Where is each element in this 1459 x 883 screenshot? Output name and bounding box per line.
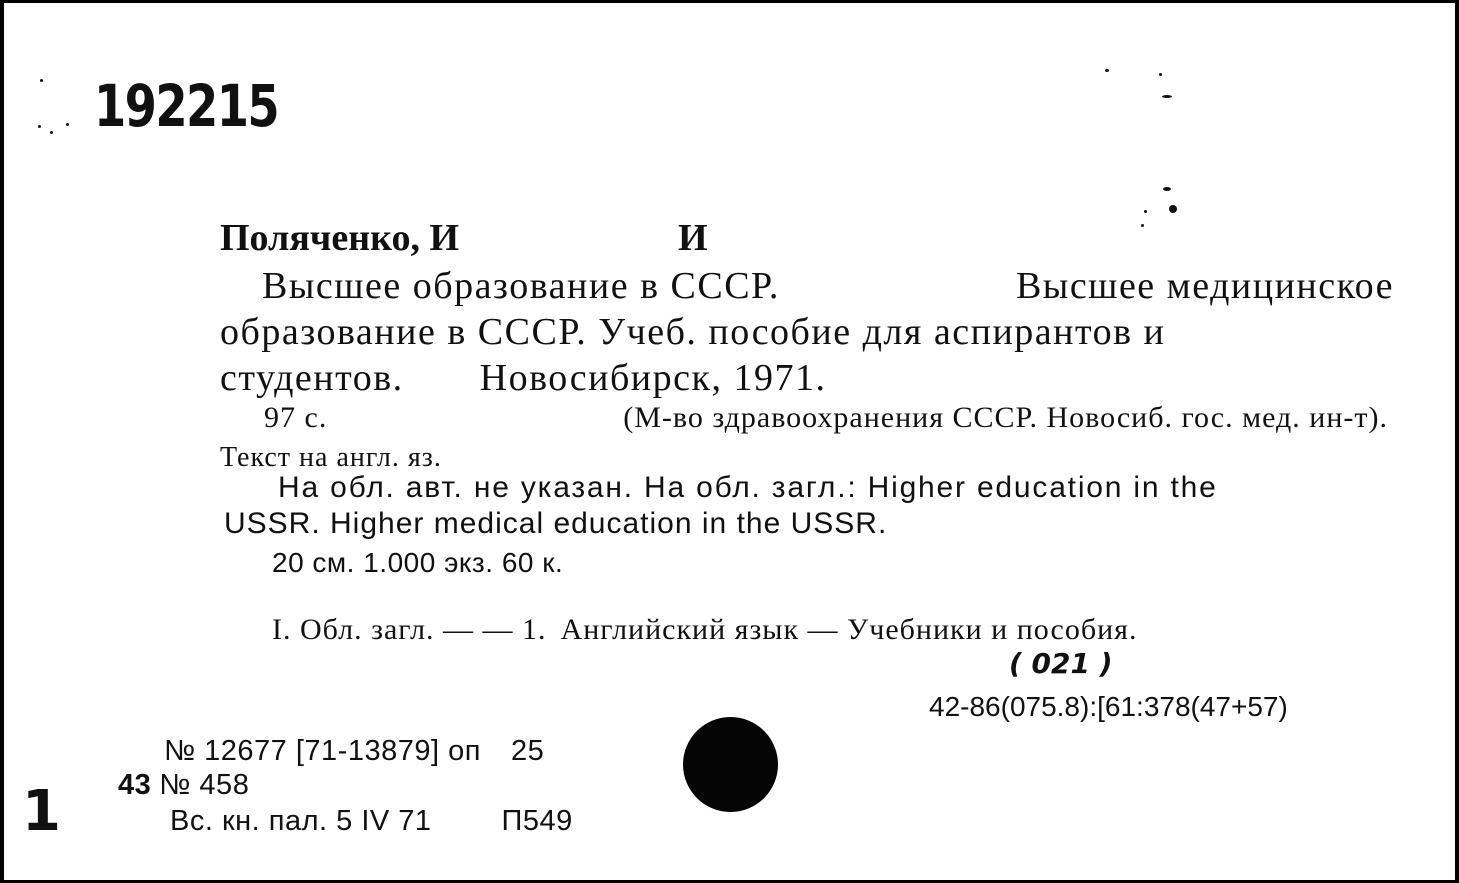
note-line-1: На обл. авт. не указан. На обл. загл.: Higher education in the bbox=[278, 471, 1218, 504]
handwritten-code: ( 021 ) bbox=[1009, 647, 1113, 680]
title-segment: студентов. bbox=[220, 357, 404, 399]
subject-left: I. Обл. загл. — — 1. bbox=[272, 613, 547, 646]
title-segment: Высшее образование в СССР. bbox=[262, 265, 780, 307]
title-segment: Новосибирск, 1971. bbox=[479, 357, 827, 399]
registry-line-3 bbox=[170, 807, 573, 836]
speck bbox=[38, 125, 41, 128]
speck bbox=[50, 131, 53, 134]
registry-number: № 12677 [71-13879] оп bbox=[164, 735, 481, 767]
title-line-3 bbox=[220, 359, 826, 397]
subject-right: Английский язык — Учебники и пособия. bbox=[560, 613, 1138, 646]
speck bbox=[1162, 95, 1172, 98]
registry-entry: № 458 bbox=[159, 769, 250, 801]
title-segment: Высшее медицинское bbox=[1015, 265, 1394, 307]
registry-chamber: Вс. кн. пал. 5 IV 71 bbox=[170, 805, 432, 837]
speck bbox=[1144, 210, 1147, 213]
registry-line-1 bbox=[164, 737, 544, 766]
speck bbox=[1163, 187, 1171, 191]
author-initial: И bbox=[678, 217, 708, 259]
title-line-2 bbox=[220, 313, 1394, 351]
author-surname: Поляченко, И bbox=[220, 217, 460, 259]
registry-prefix: 43 bbox=[118, 769, 152, 801]
speck bbox=[1169, 205, 1177, 213]
speck bbox=[1159, 73, 1162, 76]
punched-hole bbox=[683, 717, 778, 812]
subjects-tracing bbox=[272, 615, 1137, 645]
registry-line-2 bbox=[118, 771, 249, 800]
note-line-2: USSR. Higher medical education in the USSR. bbox=[224, 507, 888, 540]
title-line-1 bbox=[262, 267, 1394, 305]
language-note: Текст на англ. яз. bbox=[220, 442, 442, 473]
udc-index: 42-86(075.8):[61:378(47+57) bbox=[929, 691, 1288, 722]
issuing-body: (М-во здравоохранения СССР. Новосиб. гос. мед. ин-т). bbox=[623, 401, 1388, 434]
speck bbox=[40, 79, 43, 82]
margin-handwritten-mark: 1 bbox=[22, 779, 61, 844]
pages-count: 97 с. bbox=[264, 401, 328, 434]
catalog-number: 192215 bbox=[94, 72, 279, 140]
physical-description: 20 см. 1.000 экз. 60 к. bbox=[272, 547, 564, 578]
registry-code: П549 bbox=[501, 805, 573, 837]
pages-line bbox=[264, 403, 1388, 433]
speck bbox=[1141, 224, 1144, 227]
title-segment: образование в СССР. Учеб. пособие для аспирантов и bbox=[220, 311, 1166, 353]
speck bbox=[66, 123, 69, 126]
registry-count: 25 bbox=[510, 735, 545, 767]
speck bbox=[1105, 69, 1109, 72]
